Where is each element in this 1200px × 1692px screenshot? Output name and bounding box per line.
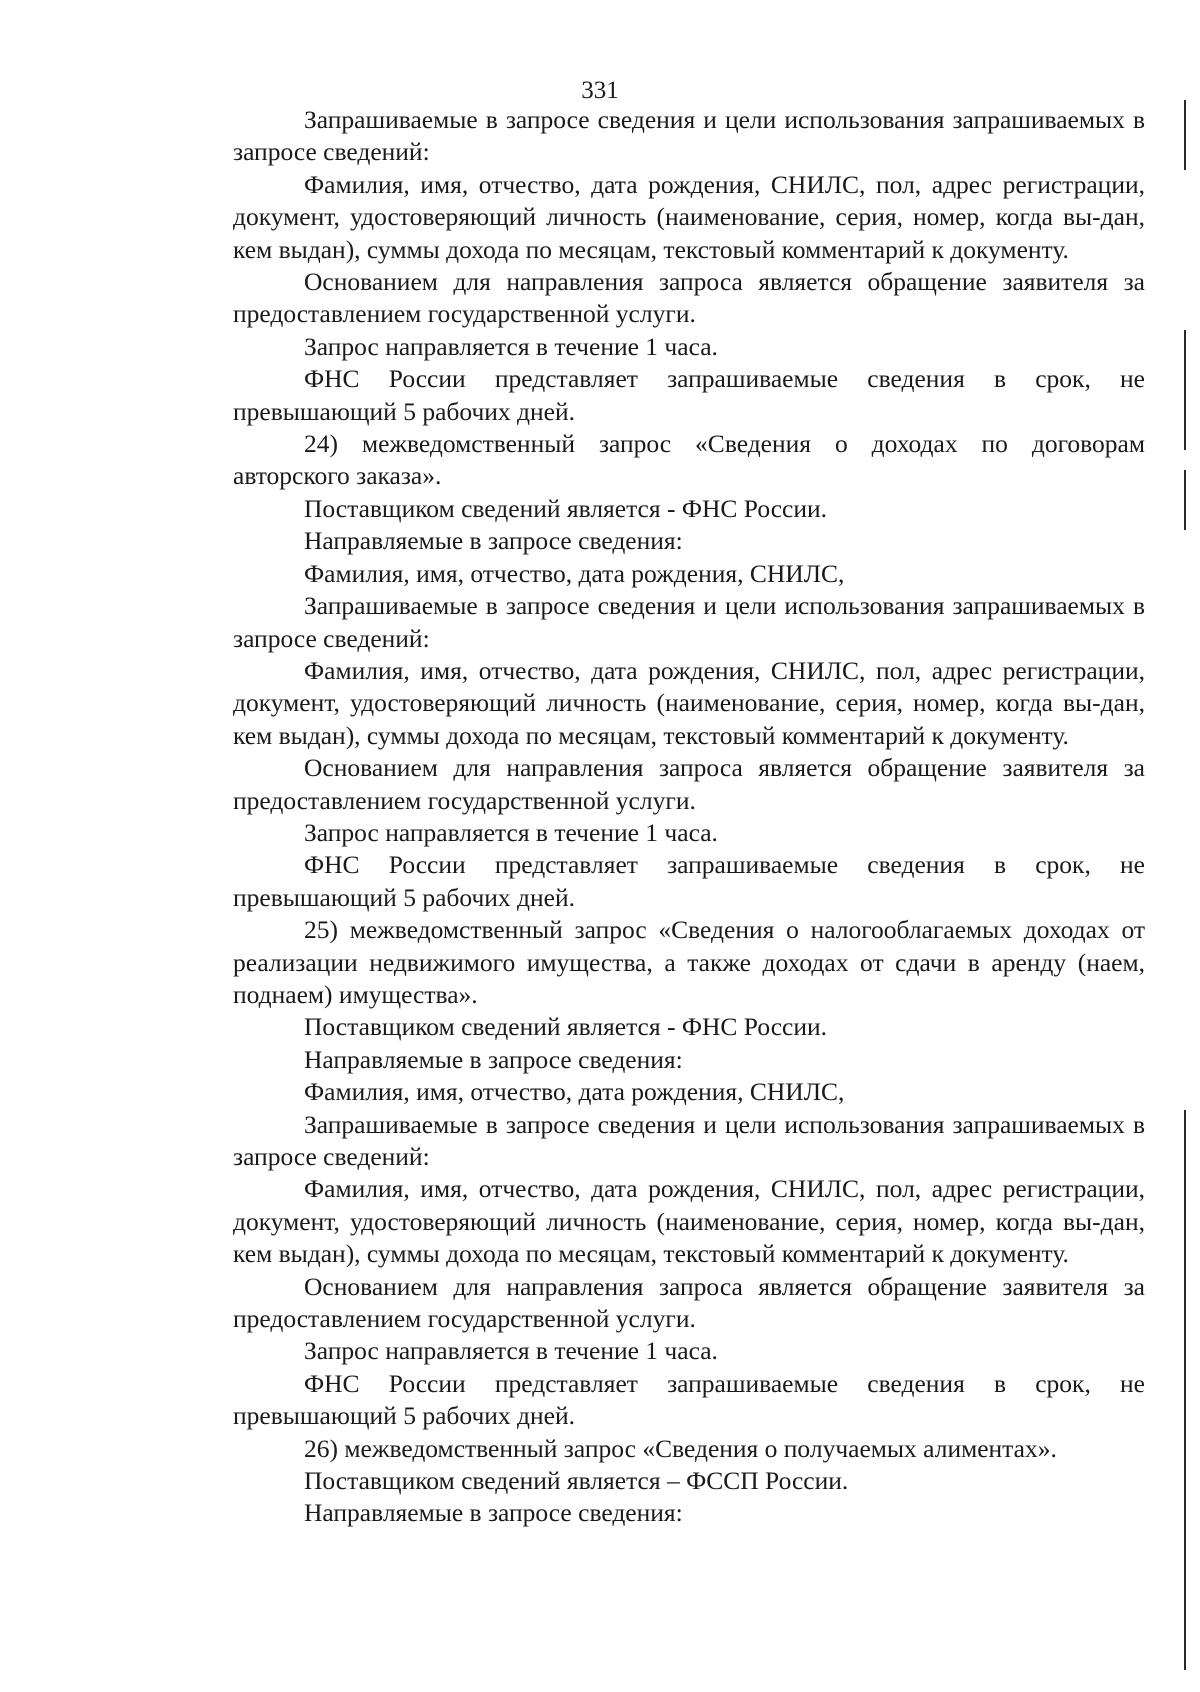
paragraph: ФНС России представляет запрашиваемые сведения в срок, не превышающий 5 рабочих дней. xyxy=(233,1368,1145,1431)
paragraph: Основанием для направления запроса является обращение заявителя за предоставлением государственной услуги. xyxy=(233,1271,1145,1334)
scan-edge-line xyxy=(1184,1110,1186,1670)
paragraph: Основанием для направления запроса является обращение заявителя за предоставлением государственной услуги. xyxy=(233,753,1145,815)
paragraph: Запрос направляется в течение 1 часа. xyxy=(304,817,718,847)
section-heading-24: 24) межведомственный запрос «Сведения о доходах по договорам авторского заказа». xyxy=(233,429,1145,491)
scan-edge-line xyxy=(1184,470,1186,530)
paragraph: ФНС России представляет запрашиваемые сведения в срок, не превышающий 5 рабочих дней. xyxy=(233,364,1145,426)
paragraph: Фамилия, имя, отчество, дата рождения, СНИЛС, пол, адрес регистрации, документ, удостоверяющий личность (наименование, серия, номер, когда вы-дан, кем выдан), суммы дохода по месяцам, текстовый комментарий к документу. xyxy=(233,1174,1145,1269)
paragraph: Поставщиком сведений является – ФССП России. xyxy=(304,1466,849,1496)
paragraph: Поставщиком сведений является - ФНС России. xyxy=(304,1012,828,1042)
paragraph: Запрос направляется в течение 1 часа. xyxy=(304,331,718,361)
paragraph: Фамилия, имя, отчество, дата рождения, СНИЛС, пол, адрес регистрации, документ, удостоверяющий личность (наименование, серия, номер, когда вы-дан, кем выдан), суммы дохода по месяцам, текстовый комментарий к документу. xyxy=(233,169,1145,264)
paragraph: Основанием для направления запроса является обращение заявителя за предоставлением государственной услуги. xyxy=(233,267,1145,329)
paragraph: Запрашиваемые в запросе сведения и цели использования запрашиваемых в запросе сведений: xyxy=(233,591,1145,653)
paragraph: ФНС России представляет запрашиваемые сведения в срок, не превышающий 5 рабочих дней. xyxy=(233,850,1145,912)
paragraph: Запрашиваемые в запросе сведения и цели использования запрашиваемых в запросе сведений: xyxy=(233,1109,1145,1171)
scan-edge-line xyxy=(1184,100,1186,170)
document-body xyxy=(233,104,1145,1530)
paragraph: Направляемые в запросе сведения: xyxy=(304,1498,683,1528)
section-heading-25: 25) межведомственный запрос «Сведения о налогооблагаемых доходах от реализации недвижимого имущества, а также доходах от сдачи в аренду (наем, поднаем) имущества». xyxy=(233,915,1145,1009)
scan-edge-line xyxy=(1184,330,1186,450)
paragraph: Фамилия, имя, отчество, дата рождения, СНИЛС, пол, адрес регистрации, документ, удостоверяющий личность (наименование, серия, номер, когда вы-дан, кем выдан), суммы дохода по месяцам, текстовый комментарий к документу. xyxy=(233,655,1145,750)
page-number: 331 xyxy=(581,77,619,104)
paragraph: Запрос направляется в течение 1 часа. xyxy=(304,1336,718,1366)
paragraph: Запрашиваемые в запросе сведения и цели использования запрашиваемых в запросе сведений: xyxy=(233,105,1145,167)
paragraph: Поставщиком сведений является - ФНС России. xyxy=(304,493,828,523)
section-heading-26: 26) межведомственный запрос «Сведения о получаемых алиментах». xyxy=(304,1433,1057,1463)
paragraph: Фамилия, имя, отчество, дата рождения, СНИЛС, xyxy=(304,1077,845,1107)
paragraph: Направляемые в запросе сведения: xyxy=(304,1044,683,1074)
paragraph: Фамилия, имя, отчество, дата рождения, СНИЛС, xyxy=(304,558,845,588)
paragraph: Направляемые в запросе сведения: xyxy=(304,526,683,556)
